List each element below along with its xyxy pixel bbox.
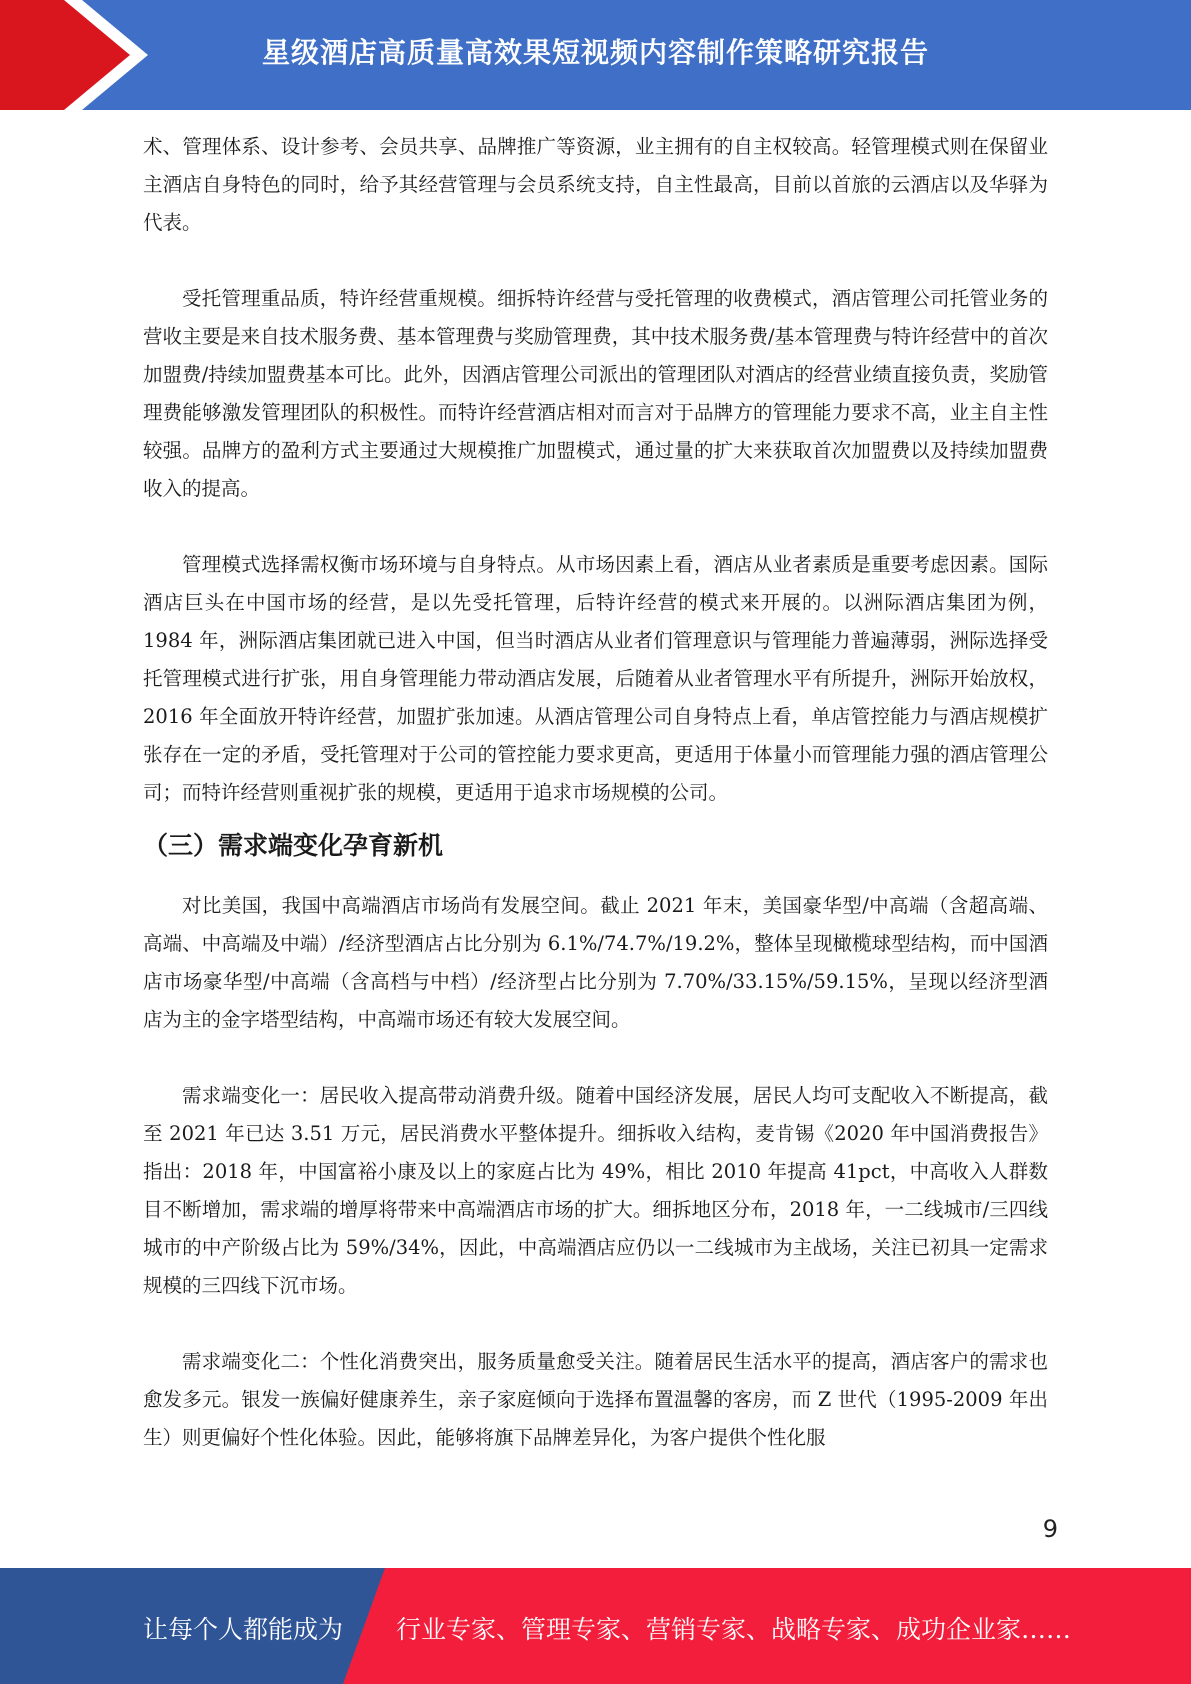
page-footer xyxy=(0,1568,1191,1684)
section-heading: （三）需求端变化孕育新机 xyxy=(143,831,444,860)
page-content xyxy=(143,128,1048,1457)
paragraph: 对比美国，我国中高端酒店市场尚有发展空间。截止 2021 年末，美国豪华型/中高端（含超高端、高端、中高端及中端）/经济型酒店占比分别为 6.1%/74.7%/19.2%，整体呈现橄榄球型结构，而中国酒店市场豪华型/中高端（含高档与中档）/经济型占比分别为 7.70%/33.15%/59.15%，呈现以经济型酒店为主的金字塔型结构，中高端市场还有较大发展空间。 xyxy=(143,894,1048,1031)
red-chevron-decoration xyxy=(0,0,150,110)
paragraph: 需求端变化二：个性化消费突出，服务质量愈受关注。随着居民生活水平的提高，酒店客户的需求也愈发多元。银发一族偏好健康养生，亲子家庭倾向于选择布置温馨的客房，而 Z 世代（1995-2009 年出生）则更偏好个性化体验。因此，能够将旗下品牌差异化，为客户提供个性化服 xyxy=(143,1350,1048,1449)
page-number: 9 xyxy=(1042,1515,1058,1543)
paragraph: 受托管理重品质，特许经营重规模。细拆特许经营与受托管理的收费模式，酒店管理公司托管业务的营收主要是来自技术服务费、基本管理费与奖励管理费，其中技术服务费/基本管理费与特许经营中的首次加盟费/持续加盟费基本可比。此外，因酒店管理公司派出的管理团队对酒店的经营业绩直接负责，奖励管理费能够激发管理团队的积极性。而特许经营酒店相对而言对于品牌方的管理能力要求不高，业主自主性较强。品牌方的盈利方式主要通过大规模推广加盟模式，通过量的扩大来获取首次加盟费以及持续加盟费收入的提高。 xyxy=(143,287,1048,500)
page-header xyxy=(0,0,1191,110)
paragraph: 需求端变化一：居民收入提高带动消费升级。随着中国经济发展，居民人均可支配收入不断提高，截至 2021 年已达 3.51 万元，居民消费水平整体提升。细拆收入结构，麦肯锡《2020 年中国消费报告》指出：2018 年，中国富裕小康及以上的家庭占比为 49%，相比 2010 年提高 41pct，中高收入人群数目不断增加，需求端的增厚将带来中高端酒店市场的扩大。细拆地区分布，2018 年，一二线城市/三四线城市的中产阶级占比为 59%/34%，因此，中高端酒店应仍以一二线城市为主战场，关注已初具一定需求规模的三四线下沉市场。 xyxy=(143,1084,1048,1297)
paragraph: 管理模式选择需权衡市场环境与自身特点。从市场因素上看，酒店从业者素质是重要考虑因素。国际酒店巨头在中国市场的经营，是以先受托管理，后特许经营的模式来开展的。以洲际酒店集团为例，1984 年，洲际酒店集团就已进入中国，但当时酒店从业者们管理意识与管理能力普遍薄弱，洲际选择受托管理模式进行扩张，用自身管理能力带动酒店发展，后随着从业者管理水平有所提升，洲际开始放权，2016 年全面放开特许经营，加盟扩张加速。从酒店管理公司自身特点上看，单店管控能力与酒店规模扩张存在一定的矛盾，受托管理对于公司的管控能力要求更高，更适用于体量小而管理能力强的酒店管理公司；而特许经营则重视扩张的规模，更适用于追求市场规模的公司。 xyxy=(143,553,1048,804)
footer-slogan-right: 行业专家、管理专家、营销专家、战略专家、成功企业家…… xyxy=(396,1615,1072,1644)
paragraph: 术、管理体系、设计参考、会员共享、品牌推广等资源，业主拥有的自主权较高。轻管理模式则在保留业主酒店自身特色的同时，给予其经营管理与会员系统支持，自主性最高，目前以首旅的云酒店以及华驿为代表。 xyxy=(143,135,1048,234)
report-title: 星级酒店高质量高效果短视频内容制作策略研究报告 xyxy=(262,36,930,69)
footer-slogan-left: 让每个人都能成为 xyxy=(143,1615,344,1644)
